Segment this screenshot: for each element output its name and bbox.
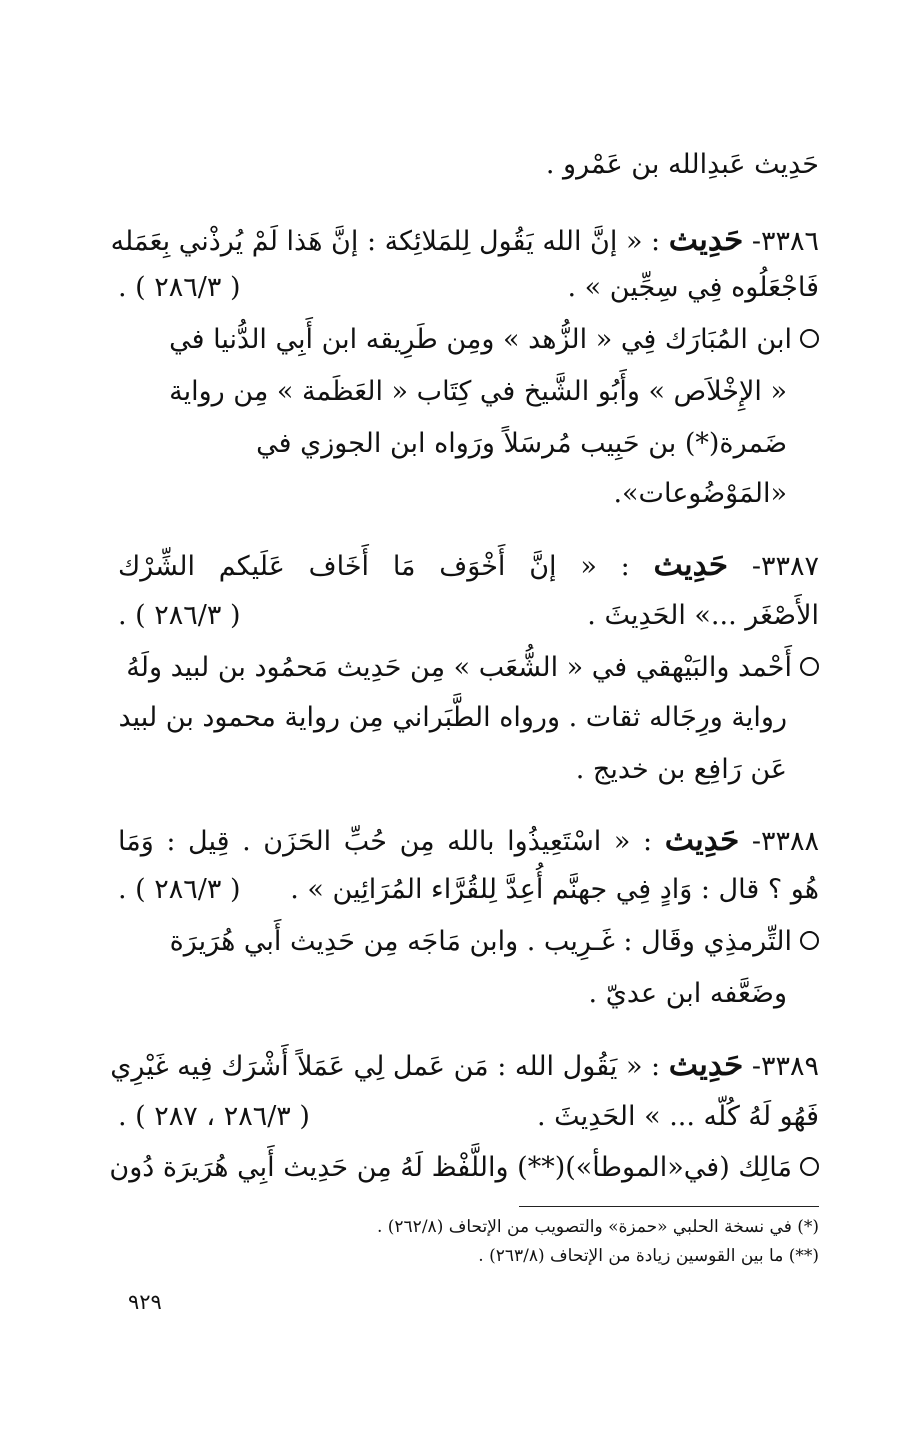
entry-3386-source-1 (118, 320, 819, 360)
source-text: « الإِخْلاَص » وأَبُو الشَّيخ في كِتَاب « العَظَمة » مِن رواية (169, 376, 787, 407)
hadith-text: هُو ؟ قال : وَادٍ فِي جهنَّم أُعِدَّ لِلقُرَّاء المُرَائِين » . (290, 874, 819, 905)
circle-bullet-icon (800, 657, 819, 676)
circle-bullet-icon (800, 329, 819, 348)
source-text: ضَمرة(*) بن حَبِيب مُرسَلاً ورَواه ابن الجوزي في (256, 428, 787, 459)
source-text: «المَوْضُوعات». (613, 478, 787, 509)
entry-3387-line-1 (118, 545, 819, 587)
footnote-2: (**) ما بين القوسين زيادة من الإتحاف (٢٦٣/٨) . (478, 1246, 819, 1266)
source-text: وضَعَّفه ابن عديّ . (588, 978, 787, 1009)
source-text: رواية ورِجَاله ثقات . ورواه الطَّبَراني مِن رواية محمود بن لبيد (118, 702, 787, 733)
entry-3389-line-1 (110, 1045, 819, 1087)
volume-page-reference: ( ٢٨٦/٣ ) . (118, 874, 241, 905)
entry-3387-source-2 (118, 698, 787, 738)
entry-number: ٣٣٨٦- (751, 226, 819, 257)
hadith-text: : « إنَّ أَخْوَف مَا أَخَاف عَلَيكم الشِّرْك (118, 551, 630, 582)
entry-3386-source-3 (118, 424, 787, 464)
entry-3388-line-2 (118, 870, 819, 910)
hadith-text: الأَصْغَر ...» الحَدِيثَ . (587, 600, 819, 631)
hadith-label: حَدِيث (668, 1047, 744, 1083)
volume-page-reference: ( ٢٨٦/٣ ) . (118, 600, 241, 631)
entry-number: ٣٣٨٧- (751, 551, 819, 582)
hadith-label: حَدِيث (664, 822, 740, 858)
source-text: مَالِك (في«الموطأ»)(**) واللَّفْظ لَهُ مِن حَدِيث أَبِي هُرَيرَة دُون (109, 1152, 792, 1183)
source-text: ابن المُبَارَك فِي « الزُّهد » ومِن طَرِيقه ابن أَبِي الدُّنيا في (169, 324, 792, 355)
entry-3386-line-2 (118, 268, 819, 308)
entry-3388-line-1 (118, 820, 819, 862)
circle-bullet-icon (800, 1157, 819, 1176)
entry-3386-line-1 (110, 220, 819, 262)
hadith-label: حَدِيث (668, 222, 744, 258)
hadith-text: فَهُو لَهُ كُلّه ... » الحَدِيثَ . (537, 1101, 819, 1132)
entry-3388-source-2 (118, 974, 787, 1014)
entry-3389-line-2 (118, 1097, 819, 1137)
hadith-text: : « يَقُول الله : مَن عَمل لِي عَمَلاً أَشْرَك فِيه غَيْرِي (110, 1051, 661, 1082)
footnote-1: (*) في نسخة الحلبي «حمزة» والتصويب من الإتحاف (٢٦٢/٨) . (376, 1217, 819, 1237)
continuation-line (118, 145, 819, 185)
volume-page-reference: ( ٢٨٦/٣ ) . (118, 272, 241, 303)
circle-bullet-icon (800, 931, 819, 950)
entry-3386-source-4 (118, 474, 787, 514)
entry-3389-source-1 (109, 1148, 819, 1188)
source-text: أَحْمد والبَيْهقي في « الشُّعَب » مِن حَدِيث مَحمُود بن لبيد ولَهُ (126, 652, 792, 683)
footnote-divider (519, 1206, 819, 1207)
source-text: التِّرمذِي وقَال : غَـرِيب . وابن مَاجَه مِن حَدِيث أَبي هُرَيرَة (169, 926, 792, 957)
entry-3387-line-2 (118, 596, 819, 636)
source-text: عَن رَافِع بن خديج . (575, 754, 787, 785)
entry-3387-source-3 (118, 750, 787, 790)
entry-3388-source-1 (118, 922, 819, 962)
volume-page-reference: ( ٢٨٦/٣ ، ٢٨٧ ) . (118, 1101, 310, 1132)
hadith-text: فَاجْعَلُوه فِي سِجِّين » . (567, 272, 819, 303)
page-number: ٩٢٩ (128, 1290, 162, 1314)
entry-number: ٣٣٨٩- (751, 1051, 819, 1082)
entry-3387-source-1 (118, 648, 819, 688)
hadith-label: حَدِيث (653, 547, 729, 583)
hadith-text: : « إنَّ الله يَقُول لِلمَلائِكة : إنَّ هَذا لَمْ يُرذْني بِعَمَله (110, 226, 661, 257)
hadith-text: : « اسْتَعِيذُوا بالله مِن حُبِّ الحَزَن . قِيل : وَمَا (118, 826, 653, 857)
continuation-text: حَدِيث عَبدِالله بن عَمْرو . (545, 149, 819, 180)
entry-3386-source-2 (118, 372, 787, 412)
entry-number: ٣٣٨٨- (751, 826, 819, 857)
